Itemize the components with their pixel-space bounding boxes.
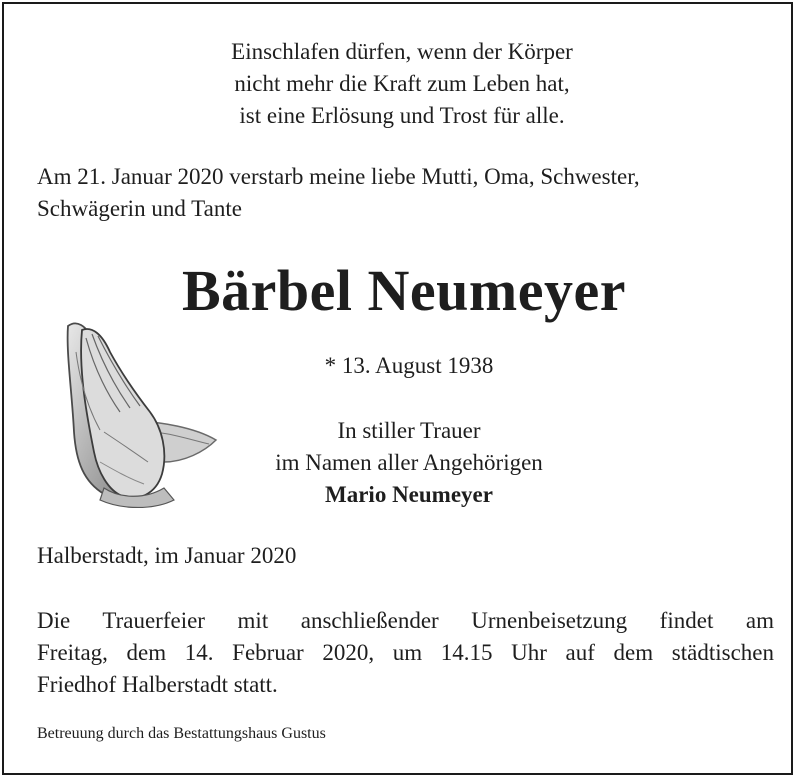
poem-line: ist eine Erlösung und Trost für alle. xyxy=(239,103,565,128)
mourners-block xyxy=(204,415,614,511)
mourner-name: Mario Neumeyer xyxy=(325,482,493,507)
funeral-home: Betreuung durch das Bestattungshaus Gustus xyxy=(37,725,326,742)
deceased-name: Bärbel Neumeyer xyxy=(182,258,626,323)
service-details xyxy=(37,605,774,701)
service-line: Freitag, dem 14. Februar 2020, um 14.15 Uhr auf dem städtischen xyxy=(37,640,774,665)
praying-hands-icon xyxy=(64,312,222,508)
place-date: Halberstadt, im Januar 2020 xyxy=(37,543,297,568)
obituary-notice xyxy=(2,2,793,775)
announcement-line: Am 21. Januar 2020 verstarb meine liebe Mutti, Oma, Schwester, xyxy=(37,164,640,189)
announcement-line: Schwägerin und Tante xyxy=(37,196,242,221)
poem xyxy=(4,36,800,132)
service-line: Die Trauerfeier mit anschließender Urnenbeisetzung findet am xyxy=(37,608,774,633)
mourners-line: im Namen aller Angehörigen xyxy=(275,450,543,475)
service-line: Friedhof Halberstadt statt. xyxy=(37,672,278,697)
mourners-line: In stiller Trauer xyxy=(337,418,481,443)
birth-date: * 13. August 1938 xyxy=(324,353,494,378)
announcement-text xyxy=(37,161,777,225)
poem-line: nicht mehr die Kraft zum Leben hat, xyxy=(234,71,570,96)
poem-line: Einschlafen dürfen, wenn der Körper xyxy=(231,39,573,64)
